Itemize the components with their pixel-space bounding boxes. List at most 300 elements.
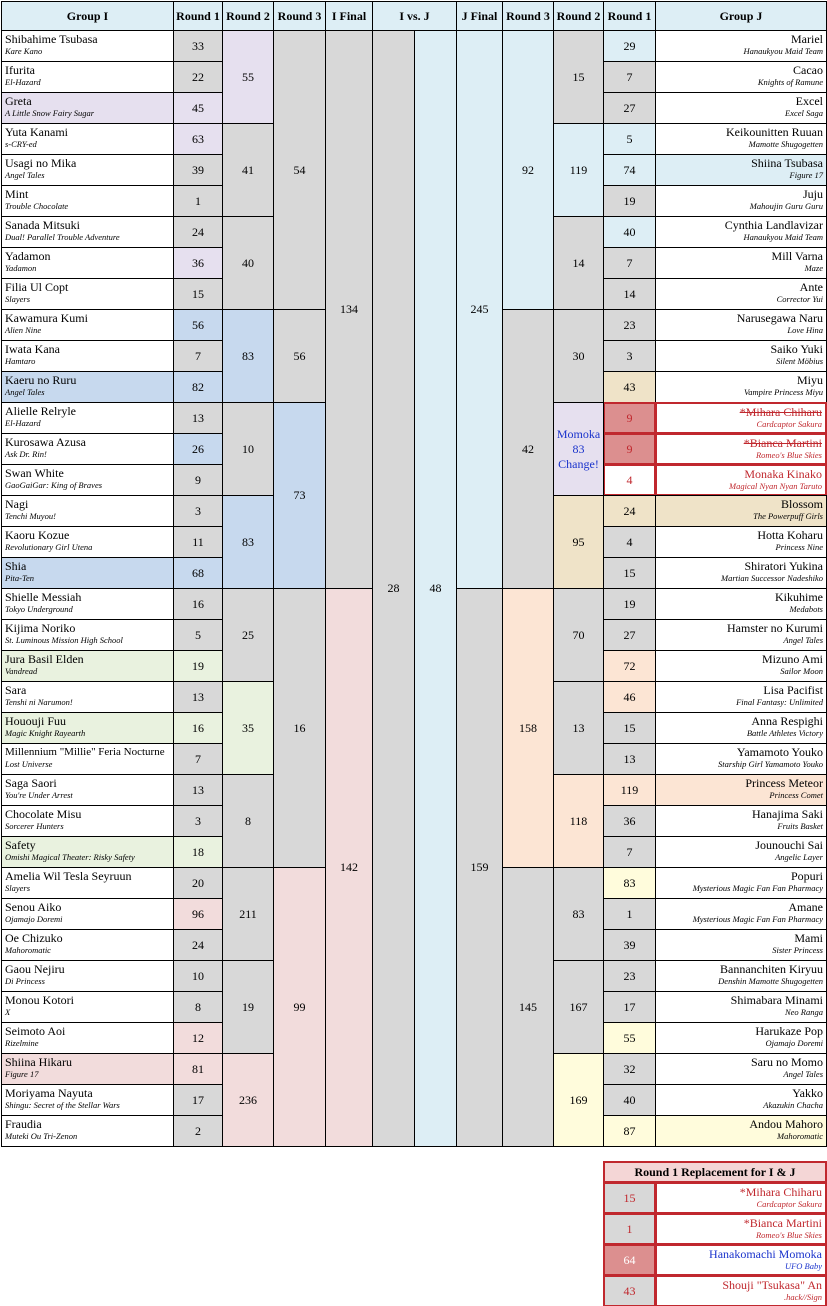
series-name: Tenchi Muyou! — [5, 511, 56, 521]
series-name: Yadamon — [5, 263, 37, 273]
character-name: Jounouchi Sai — [755, 838, 823, 852]
series-name: Martian Successor Nadeshiko — [721, 573, 823, 583]
group-j-entry — [655, 309, 827, 341]
group-j-entry — [655, 867, 827, 899]
momoka-note: Change! — [558, 456, 599, 471]
character-name: Greta — [5, 94, 32, 108]
character-name: Yakko — [792, 1086, 823, 1100]
group-i-entry — [1, 402, 174, 434]
round2-score-j: 14 — [553, 216, 604, 310]
series-name: Sorcerer Hunters — [5, 821, 64, 831]
round1-score-i: 18 — [173, 836, 223, 868]
i-vs-j-score-j: 48 — [414, 30, 457, 1147]
character-name: Yuta Kanami — [5, 125, 68, 139]
header-j-final: J Final — [456, 1, 503, 31]
group-i-entry — [1, 805, 174, 837]
round1-score-j: 74 — [603, 154, 656, 186]
round2-score-j: 118 — [553, 774, 604, 868]
group-i-entry — [1, 681, 174, 713]
series-name: Battle Athletes Victory — [746, 728, 823, 738]
character-name: Sanada Mitsuki — [5, 218, 80, 232]
series-name: Slayers — [5, 883, 31, 893]
character-name: Gaou Nejiru — [5, 962, 65, 976]
series-name: Revolutionary Girl Utena — [5, 542, 93, 552]
round2-score-j: 15 — [553, 30, 604, 124]
series-name: Kare Kano — [5, 46, 43, 56]
group-i-entry — [1, 278, 174, 310]
group-j-entry — [655, 774, 827, 806]
round2-score-j: 13 — [553, 681, 604, 775]
group-j-entry — [655, 619, 827, 651]
replacement-score: 1 — [603, 1213, 656, 1245]
momoka-name: Momoka — [556, 426, 601, 441]
character-name: Mariel — [791, 32, 823, 46]
character-name: Monaka Kinako — [744, 467, 822, 481]
character-name: Hanajima Saki — [752, 807, 823, 821]
series-name: Cardcaptor Sakura — [756, 419, 822, 429]
group-i-entry — [1, 92, 174, 124]
character-name: Senou Aiko — [5, 900, 62, 914]
character-name: Hanakomachi Momoka — [709, 1247, 822, 1261]
character-name: *Mihara Chiharu — [739, 405, 822, 419]
group-i-entry — [1, 712, 174, 744]
round1-score-i: 10 — [173, 960, 223, 992]
character-name: Jura Basil Elden — [5, 652, 84, 666]
round1-score-j: 3 — [603, 340, 656, 372]
round3-score-j: 42 — [502, 309, 554, 589]
character-name: Millennium "Millie" Feria Nocturne — [5, 746, 165, 758]
round1-score-i: 39 — [173, 154, 223, 186]
series-name: A Little Snow Fairy Sugar — [5, 108, 95, 118]
group-i-entry — [1, 433, 174, 465]
series-name: Starship Girl Yamamoto Youko — [718, 759, 823, 769]
round3-score-i: 73 — [273, 402, 326, 589]
round1-score-j: 27 — [603, 619, 656, 651]
round2-score-i: 8 — [222, 774, 274, 868]
header-round3-j: Round 3 — [502, 1, 554, 31]
round1-score-j: 17 — [603, 991, 656, 1023]
group-j-entry — [655, 185, 827, 217]
group-i-entry — [1, 774, 174, 806]
round1-score-i: 7 — [173, 340, 223, 372]
replacement-score: 15 — [603, 1182, 656, 1214]
round1-score-i: 1 — [173, 185, 223, 217]
momoka-change-cell — [553, 402, 604, 496]
group-j-entry — [655, 1053, 827, 1085]
group-j-entry — [655, 123, 827, 155]
group-j-entry — [655, 216, 827, 248]
round1-score-i: 15 — [173, 278, 223, 310]
group-j-entry — [655, 1022, 827, 1054]
series-name: Final Fantasy: Unlimited — [736, 697, 823, 707]
series-name: Figure 17 — [789, 170, 823, 180]
round1-score-j: 43 — [603, 371, 656, 403]
character-name: Amane — [788, 900, 823, 914]
group-i-entry — [1, 216, 174, 248]
series-name: Neo Ranga — [784, 1007, 823, 1017]
character-name: Oe Chizuko — [5, 931, 63, 945]
round1-score-j: 36 — [603, 805, 656, 837]
round3-score-i: 99 — [273, 867, 326, 1147]
group-j-entry — [655, 371, 827, 403]
character-name: Shibahime Tsubasa — [5, 32, 98, 46]
round1-score-j: 40 — [603, 216, 656, 248]
round1-score-i: 16 — [173, 712, 223, 744]
group-j-entry — [655, 402, 827, 434]
series-name: X — [5, 1007, 11, 1017]
header-group-i: Group I — [1, 1, 174, 31]
round1-score-j: 83 — [603, 867, 656, 899]
character-name: Mill Varna — [771, 249, 823, 263]
series-name: Maze — [804, 263, 823, 273]
round1-score-i: 56 — [173, 309, 223, 341]
round2-score-i: 83 — [222, 309, 274, 403]
series-name: Mahoromatic — [5, 945, 51, 955]
group-j-entry — [655, 61, 827, 93]
group-j-entry — [655, 960, 827, 992]
character-name: Nagi — [5, 497, 29, 511]
character-name: Ifurita — [5, 63, 35, 77]
series-name: Romeo's Blue Skies — [755, 1230, 822, 1240]
series-name: Ojamajo Doremi — [5, 914, 63, 924]
series-name: Angel Tales — [5, 387, 45, 397]
series-name: Magical Nyan Nyan Taruto — [729, 481, 822, 491]
round2-score-i: 211 — [222, 867, 274, 961]
round1-score-j: 23 — [603, 309, 656, 341]
series-name: Figure 17 — [5, 1069, 39, 1079]
series-name: Hanaukyou Maid Team — [743, 46, 823, 56]
character-name: Kikuhime — [775, 590, 823, 604]
group-i-entry — [1, 836, 174, 868]
group-j-entry — [655, 588, 827, 620]
group-i-entry — [1, 61, 174, 93]
round2-score-j: 167 — [553, 960, 604, 1054]
round1-score-i: 13 — [173, 402, 223, 434]
character-name: Filia Ul Copt — [5, 280, 69, 294]
character-name: Shiina Hikaru — [5, 1055, 72, 1069]
character-name: Ante — [799, 280, 823, 294]
group-i-entry — [1, 1022, 174, 1054]
character-name: Monou Kotori — [5, 993, 74, 1007]
group-i-entry — [1, 526, 174, 558]
series-name: Hamtaro — [5, 356, 36, 366]
character-name: Shielle Messiah — [5, 590, 82, 604]
group-j-entry — [655, 805, 827, 837]
group-j-entry — [655, 1084, 827, 1116]
header-round1-j: Round 1 — [603, 1, 656, 31]
character-name: Sara — [5, 683, 27, 697]
character-name: Kaeru no Ruru — [5, 373, 77, 387]
round1-score-j: 7 — [603, 836, 656, 868]
group-j-entry — [655, 495, 827, 527]
group-j-entry — [655, 247, 827, 279]
round1-score-j: 27 — [603, 92, 656, 124]
character-name: Shiina Tsubasa — [751, 156, 823, 170]
round1-score-j: 9 — [603, 402, 656, 434]
round1-score-j: 19 — [603, 588, 656, 620]
round1-score-i: 26 — [173, 433, 223, 465]
group-i-entry — [1, 309, 174, 341]
group-j-entry — [655, 278, 827, 310]
series-name: Angel Tales — [783, 635, 823, 645]
character-name: Alielle Relryle — [5, 404, 76, 418]
series-name: Fruits Basket — [777, 821, 823, 831]
character-name: Hamster no Kurumi — [727, 621, 823, 635]
replacement-score: 43 — [603, 1275, 656, 1306]
replacement-score: 64 — [603, 1244, 656, 1276]
character-name: Princess Meteor — [745, 776, 823, 790]
round1-score-i: 82 — [173, 371, 223, 403]
header-round1-i: Round 1 — [173, 1, 223, 31]
round2-score-i: 55 — [222, 30, 274, 124]
character-name: Moriyama Nayuta — [5, 1086, 93, 1100]
series-name: Silent Möbius — [776, 356, 823, 366]
group-j-entry — [655, 650, 827, 682]
round1-score-i: 3 — [173, 495, 223, 527]
series-name: Angelic Layer — [775, 852, 823, 862]
character-name: Harukaze Pop — [755, 1024, 823, 1038]
round1-score-j: 24 — [603, 495, 656, 527]
round3-score-j: 92 — [502, 30, 554, 310]
replacement-entry — [655, 1275, 827, 1306]
series-name: The Powerpuff Girls — [753, 511, 823, 521]
character-name: Miyu — [796, 373, 823, 387]
character-name: Blossom — [780, 497, 823, 511]
series-name: Vandread — [5, 666, 38, 676]
character-name: Swan White — [5, 466, 64, 480]
round2-score-j: 119 — [553, 123, 604, 217]
group-i-entry — [1, 867, 174, 899]
character-name: Mint — [5, 187, 29, 201]
series-name: GaoGaiGar: King of Braves — [5, 480, 103, 490]
series-name: Mahoromatic — [777, 1131, 823, 1141]
round2-score-i: 40 — [222, 216, 274, 310]
series-name: You're Under Arrest — [5, 790, 73, 800]
series-name: Sailor Moon — [780, 666, 823, 676]
round1-score-j: 23 — [603, 960, 656, 992]
series-name: .hack//Sign — [783, 1292, 822, 1302]
round2-score-i: 236 — [222, 1053, 274, 1147]
group-i-entry — [1, 30, 174, 62]
character-name: Safety — [5, 838, 36, 852]
round2-score-j: 30 — [553, 309, 604, 403]
header-group-j: Group J — [655, 1, 827, 31]
round1-score-j: 1 — [603, 898, 656, 930]
series-name: s-CRY-ed — [5, 139, 37, 149]
character-name: Saga Saori — [5, 776, 57, 790]
round1-score-i: 13 — [173, 681, 223, 713]
group-i-entry — [1, 1053, 174, 1085]
group-j-entry — [655, 1115, 827, 1147]
character-name: *Bianca Martini — [743, 1216, 822, 1230]
round2-score-i: 10 — [222, 402, 274, 496]
group-j-entry — [655, 340, 827, 372]
round1-score-j: 119 — [603, 774, 656, 806]
round1-score-j: 15 — [603, 712, 656, 744]
round1-score-i: 5 — [173, 619, 223, 651]
round2-score-j: 70 — [553, 588, 604, 682]
header-round3-i: Round 3 — [273, 1, 326, 31]
round1-score-i: 2 — [173, 1115, 223, 1147]
series-name: Sister Princess — [772, 945, 823, 955]
character-name: Saru no Momo — [751, 1055, 823, 1069]
character-name: Usagi no Mika — [5, 156, 77, 170]
group-i-entry — [1, 588, 174, 620]
replacement-entry — [655, 1213, 827, 1245]
group-i-entry — [1, 991, 174, 1023]
character-name: Anna Respighi — [751, 714, 823, 728]
group-j-entry — [655, 836, 827, 868]
series-name: Love Hina — [787, 325, 823, 335]
round1-score-i: 3 — [173, 805, 223, 837]
character-name: Shimabara Minami — [730, 993, 823, 1007]
replacement-title: Round 1 Replacement for I & J — [603, 1161, 827, 1183]
group-j-entry — [655, 712, 827, 744]
j-final-score: 159 — [456, 588, 503, 1147]
character-name: Kaoru Kozue — [5, 528, 70, 542]
group-j-entry — [655, 681, 827, 713]
group-i-entry — [1, 743, 174, 775]
character-name: Lisa Pacifist — [763, 683, 823, 697]
series-name: Ask Dr. Rin! — [5, 449, 47, 459]
group-i-entry — [1, 247, 174, 279]
character-name: Excel — [795, 94, 823, 108]
series-name: Alien Nine — [5, 325, 42, 335]
series-name: Princess Comet — [769, 790, 823, 800]
series-name: Magic Knight Rayearth — [5, 728, 86, 738]
group-i-entry — [1, 960, 174, 992]
round2-score-i: 41 — [222, 123, 274, 217]
group-i-entry — [1, 898, 174, 930]
round1-score-i: 24 — [173, 929, 223, 961]
group-i-entry — [1, 1115, 174, 1147]
replacement-entry — [655, 1182, 827, 1214]
series-name: El-Hazard — [5, 77, 41, 87]
series-name: Dual! Parallel Trouble Adventure — [5, 232, 120, 242]
round1-score-i: 16 — [173, 588, 223, 620]
round2-score-i: 25 — [222, 588, 274, 682]
round1-score-i: 33 — [173, 30, 223, 62]
character-name: Iwata Kana — [5, 342, 60, 356]
round1-score-j: 39 — [603, 929, 656, 961]
series-name: Mamotte Shugogetten — [748, 139, 823, 149]
series-name: Pita-Ten — [5, 573, 34, 583]
series-name: Slayers — [5, 294, 31, 304]
group-j-entry — [655, 898, 827, 930]
round2-score-j: 83 — [553, 867, 604, 961]
character-name: Shouji "Tsukasa" An — [722, 1278, 822, 1292]
round1-score-i: 9 — [173, 464, 223, 496]
character-name: Yadamon — [5, 249, 51, 263]
group-i-entry — [1, 495, 174, 527]
series-name: UFO Baby — [784, 1261, 822, 1271]
round1-score-i: 17 — [173, 1084, 223, 1116]
round1-score-j: 19 — [603, 185, 656, 217]
series-name: Mysterious Magic Fan Fan Pharmacy — [692, 914, 823, 924]
series-name: Romeo's Blue Skies — [755, 450, 822, 460]
round1-score-i: 63 — [173, 123, 223, 155]
group-i-entry — [1, 154, 174, 186]
group-j-entry — [655, 526, 827, 558]
group-i-entry — [1, 185, 174, 217]
series-name: Cardcaptor Sakura — [756, 1199, 822, 1209]
series-name: Shingu: Secret of the Stellar Wars — [5, 1100, 120, 1110]
character-name: Mami — [794, 931, 823, 945]
character-name: Shiratori Yukina — [744, 559, 823, 573]
group-j-entry — [655, 92, 827, 124]
character-name: Kurosawa Azusa — [5, 435, 86, 449]
series-name: St. Luminous Mission High School — [5, 635, 123, 645]
group-i-entry — [1, 650, 174, 682]
group-i-entry — [1, 340, 174, 372]
round3-score-j: 158 — [502, 588, 554, 868]
i-final-score: 142 — [325, 588, 373, 1147]
round2-score-i: 35 — [222, 681, 274, 775]
round1-score-i: 96 — [173, 898, 223, 930]
series-name: Tokyo Underground — [5, 604, 73, 614]
round1-score-j: 14 — [603, 278, 656, 310]
round1-score-j: 13 — [603, 743, 656, 775]
round1-score-i: 36 — [173, 247, 223, 279]
round1-score-i: 7 — [173, 743, 223, 775]
series-name: El-Hazard — [5, 418, 41, 428]
character-name: Saiko Yuki — [770, 342, 823, 356]
character-name: Fraudia — [5, 1117, 42, 1131]
round1-score-i: 81 — [173, 1053, 223, 1085]
group-j-entry — [655, 433, 827, 465]
round1-score-j: 29 — [603, 30, 656, 62]
series-name: Excel Saga — [785, 108, 823, 118]
group-j-entry — [655, 929, 827, 961]
group-i-entry — [1, 557, 174, 589]
momoka-score: 83 — [572, 441, 585, 456]
round3-score-i: 56 — [273, 309, 326, 403]
header-i-final: I Final — [325, 1, 373, 31]
round1-score-j: 7 — [603, 61, 656, 93]
header-i-vs-j: I vs. J — [372, 1, 457, 31]
character-name: Amelia Wil Tesla Seyruun — [5, 869, 132, 883]
group-j-entry — [655, 464, 827, 496]
series-name: Vampire Princess Miyu — [743, 387, 823, 397]
round1-score-j: 40 — [603, 1084, 656, 1116]
round1-score-j: 9 — [603, 433, 656, 465]
round2-score-j: 169 — [553, 1053, 604, 1147]
round1-score-j: 46 — [603, 681, 656, 713]
character-name: Bannanchiten Kiryuu — [720, 962, 823, 976]
series-name: Princess Nine — [775, 542, 823, 552]
series-name: Muteki Ou Tri-Zenon — [5, 1131, 78, 1141]
character-name: *Bianca Martini — [743, 436, 822, 450]
group-j-entry — [655, 30, 827, 62]
round1-score-j: 15 — [603, 557, 656, 589]
series-name: Tenshi ni Narumon! — [5, 697, 73, 707]
character-name: Narusegawa Naru — [736, 311, 823, 325]
group-j-entry — [655, 991, 827, 1023]
round1-score-i: 24 — [173, 216, 223, 248]
round2-score-i: 19 — [222, 960, 274, 1054]
round1-score-j: 4 — [603, 526, 656, 558]
group-i-entry — [1, 464, 174, 496]
character-name: Shia — [5, 559, 27, 573]
series-name: Rizelmine — [5, 1038, 39, 1048]
group-j-entry — [655, 743, 827, 775]
series-name: Mahoujin Guru Guru — [749, 201, 823, 211]
round1-score-j: 55 — [603, 1022, 656, 1054]
round1-score-i: 45 — [173, 92, 223, 124]
character-name: Mizuno Ami — [761, 652, 823, 666]
series-name: Knights of Ramune — [757, 77, 823, 87]
character-name: Yamamoto Youko — [736, 745, 823, 759]
